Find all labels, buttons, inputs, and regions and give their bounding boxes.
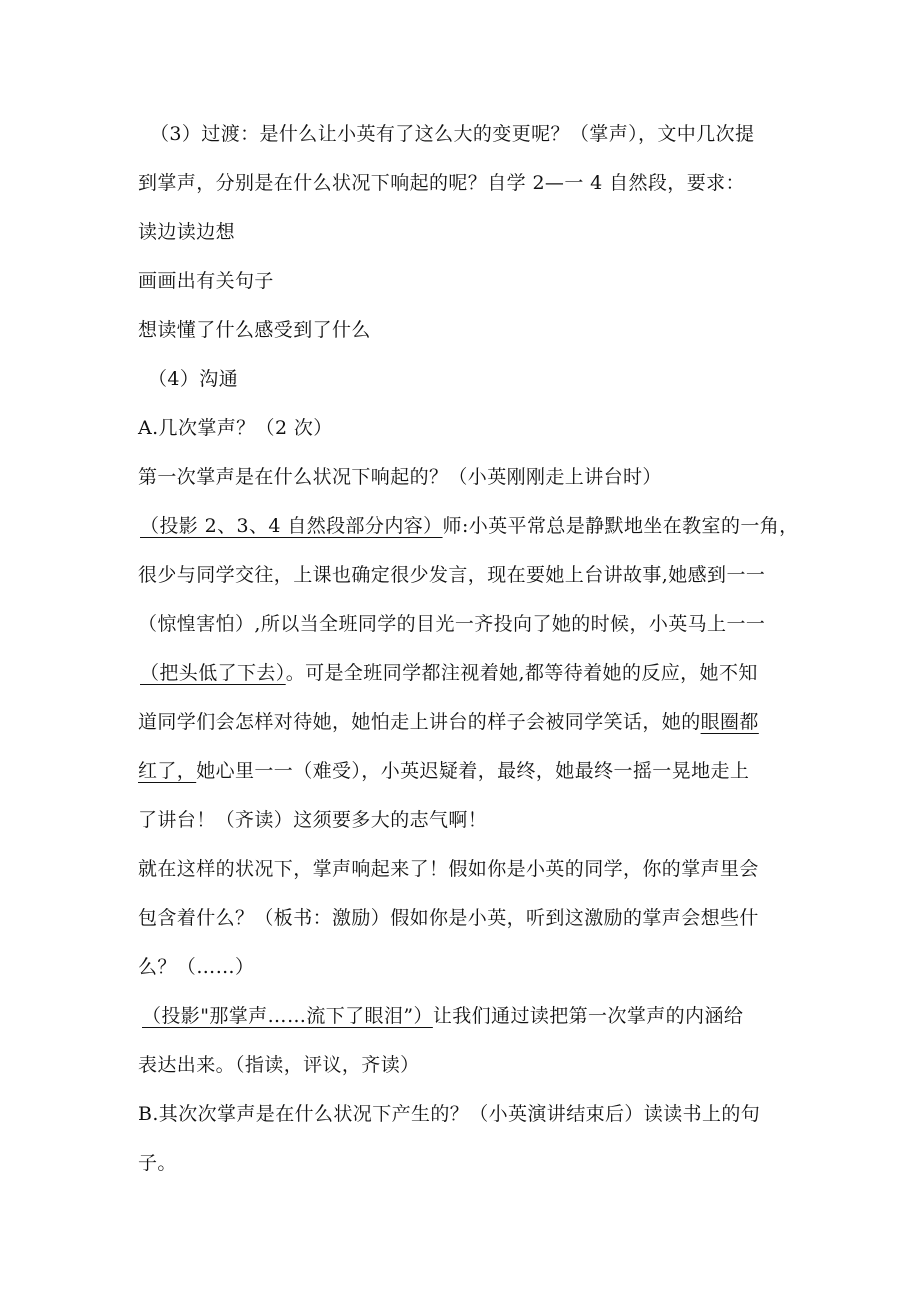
paragraph-line xyxy=(138,220,235,244)
line-text: 想读懂了什么感受到了什么 xyxy=(138,319,371,341)
paragraph-line xyxy=(138,1102,760,1126)
paragraph-line xyxy=(138,416,333,440)
line-text: 。可是全班同学都注视着她,都等待着她的反应，她不知 xyxy=(285,662,758,684)
paragraph-line xyxy=(138,269,274,293)
paragraph-line xyxy=(138,955,254,979)
line-text: B.其次次掌声是在什么状况下产生的？（小英演讲结束后）读读书上的句 xyxy=(138,1103,761,1125)
line-text: A.几次掌声？（2 次） xyxy=(138,417,333,439)
paragraph-line xyxy=(138,612,765,636)
line-text: 道同学们会怎样对待她，她怕走上讲台的样子会被同学笑话，她的 xyxy=(138,711,701,733)
paragraph-line xyxy=(138,563,765,587)
line-text: 师:小英平常总是静默地坐在教室的一角， xyxy=(442,515,799,537)
underlined-text: （投影"那掌声……流下了眼泪”） xyxy=(142,1005,433,1027)
paragraph-line xyxy=(138,710,759,734)
line-text: 到掌声，分别是在什么状况下响起的呢？自学 2—一 4 自然段，要求： xyxy=(138,172,745,194)
line-text: 让我们通过读把第一次掌声的内涵给 xyxy=(432,1005,744,1027)
underlined-text: （把头低了下去） xyxy=(140,662,286,684)
paragraph-line xyxy=(138,808,487,832)
line-text: 包含着什么？（板书：激励）假如你是小英，听到这激励的掌声会想些什 xyxy=(138,907,759,929)
paragraph-line xyxy=(138,857,759,881)
paragraph-line xyxy=(140,514,799,538)
paragraph-line xyxy=(138,318,371,342)
paragraph-line xyxy=(138,1053,420,1077)
underlined-text: 眼圈都 xyxy=(700,711,759,733)
paragraph-line xyxy=(138,759,749,783)
paragraph-line xyxy=(138,1151,177,1175)
paragraph-line xyxy=(142,1004,743,1028)
paragraph-line xyxy=(140,661,758,685)
paragraph-line xyxy=(138,906,759,930)
paragraph-line xyxy=(150,122,754,146)
underlined-text: （投影 2、3、4 自然段部分内容） xyxy=(140,515,443,537)
line-text: 很少与同学交往，上课也确定很少发言，现在要她上台讲故事,她感到一一 xyxy=(138,564,766,586)
line-text: （惊惶害怕）,所以当全班同学的目光一齐投向了她的时候，小英马上一一 xyxy=(138,613,766,635)
line-text: 子。 xyxy=(138,1152,177,1174)
line-text: （3）过渡：是什么让小英有了这么大的变更呢？（掌声），文中几次提 xyxy=(150,123,755,145)
paragraph-line xyxy=(138,465,662,489)
line-text: 画画出有关句子 xyxy=(138,270,274,292)
line-text: 了讲台！（齐读）这须要多大的志气啊！ xyxy=(138,809,488,831)
line-text: 么？（……） xyxy=(138,956,255,978)
line-text: 读边读边想 xyxy=(138,221,236,243)
line-text: （4）沟通 xyxy=(148,368,239,390)
line-text: 第一次掌声是在什么状况下响起的？（小英刚刚走上讲台时） xyxy=(138,466,662,488)
section-heading xyxy=(148,367,238,391)
line-text: 她心里一一（难受），小英迟疑着，最终，她最终一摇一晃地走上 xyxy=(196,760,750,782)
paragraph-line xyxy=(138,171,745,195)
underlined-text: 红了， xyxy=(138,760,197,782)
line-text: 表达出来。（指读，评议，齐读） xyxy=(138,1054,420,1076)
line-text: 就在这样的状况下，掌声响起来了！假如你是小英的同学，你的掌声里会 xyxy=(138,858,759,880)
